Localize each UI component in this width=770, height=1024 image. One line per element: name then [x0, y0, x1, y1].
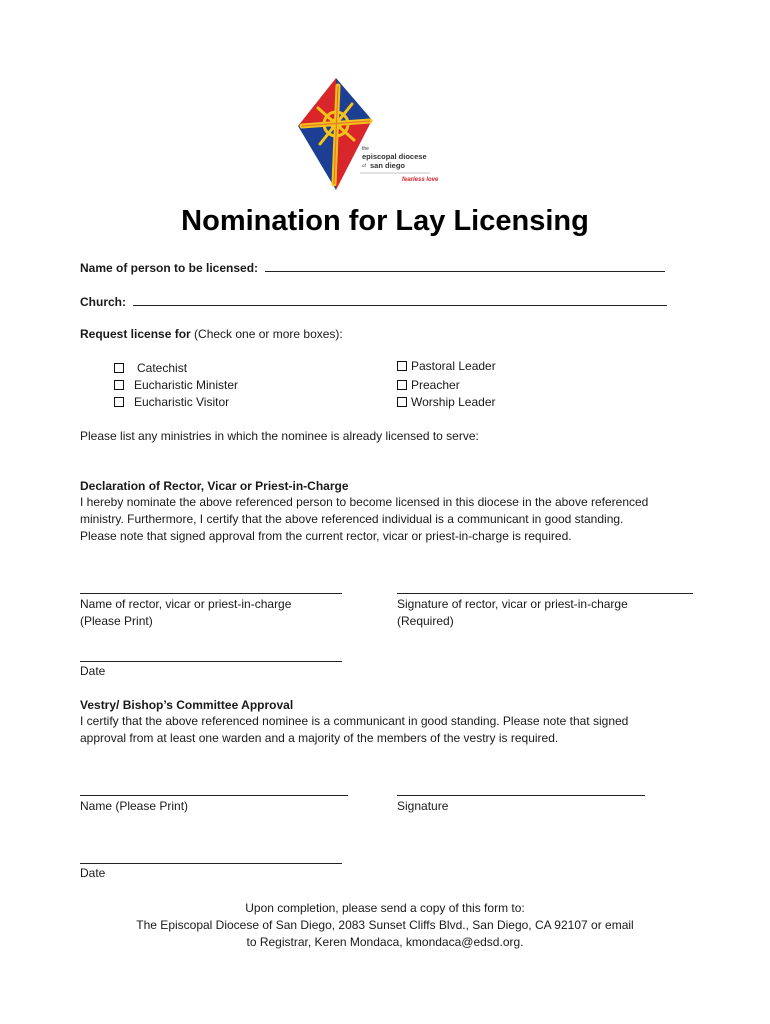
rector-name-label: Name of rector, vicar or priest-in-charge — [80, 597, 292, 611]
svg-text:of: of — [362, 163, 366, 168]
vestry-text-line: approval from at least one warden and a majority of the members of the vestry is required. — [80, 731, 559, 745]
church-blank-line — [133, 293, 667, 306]
declaration-date-label: Date — [80, 664, 106, 678]
declaration-text-line: Please note that signed approval from the current rector, vicar or priest-in-charge is required. — [80, 529, 572, 543]
vestry-date-line[interactable] — [80, 863, 342, 864]
svg-text:episcopal diocese: episcopal diocese — [362, 152, 427, 161]
rector-name-line[interactable] — [80, 593, 342, 594]
checkbox-eucharistic-visitor[interactable]: Eucharistic Visitor — [114, 394, 229, 411]
checkbox-box[interactable] — [114, 397, 124, 407]
vestry-name-line[interactable] — [80, 795, 348, 796]
declaration-date-line[interactable] — [80, 661, 342, 662]
rector-signature-label: Signature of rector, vicar or priest-in-charge — [397, 597, 628, 611]
name-blank-line — [265, 259, 665, 272]
diocese-kite-cross-icon — [294, 76, 464, 194]
vestry-date-label: Date — [80, 866, 106, 880]
diocese-logo — [294, 76, 464, 194]
checkbox-box[interactable] — [114, 380, 124, 390]
checkbox-preacher[interactable]: Preacher — [397, 377, 460, 394]
checkbox-eucharistic-minister[interactable]: Eucharistic Minister — [114, 377, 238, 394]
footer-line: Upon completion, please send a copy of this form to: — [245, 901, 525, 915]
vestry-heading: Vestry/ Bishop’s Committee Approval — [80, 698, 294, 712]
declaration-heading: Declaration of Rector, Vicar or Priest-in-Charge — [80, 479, 349, 493]
name-field-label: Name of person to be licensed: — [80, 261, 259, 275]
vestry-signature-label: Signature — [397, 799, 449, 813]
checkbox-catechist[interactable]: Catechist — [114, 360, 187, 377]
church-field-label: Church: — [80, 295, 126, 309]
footer-line: to Registrar, Keren Mondaca, kmondaca@edsd.org. — [246, 935, 524, 949]
checkbox-box[interactable] — [397, 380, 407, 390]
rector-signature-sublabel: (Required) — [397, 614, 454, 628]
checkbox-box[interactable] — [114, 363, 124, 373]
checkbox-box[interactable] — [397, 361, 407, 371]
declaration-text-line: ministry. Furthermore, I certify that the above referenced individual is a communicant in good standing. — [80, 512, 624, 526]
rector-name-sublabel: (Please Print) — [80, 614, 153, 628]
request-license-label: Request license for (Check one or more boxes): — [80, 327, 343, 341]
svg-text:the: the — [362, 146, 369, 152]
checkbox-worship-leader[interactable]: Worship Leader — [397, 394, 496, 411]
checkbox-pastoral-leader[interactable]: Pastoral Leader — [397, 358, 496, 375]
svg-text:fearless love: fearless love — [402, 177, 439, 183]
vestry-signature-line[interactable] — [397, 795, 645, 796]
page-title: Nomination for Lay Licensing — [181, 205, 589, 237]
ministries-prompt: Please list any ministries in which the nominee is already licensed to serve: — [80, 429, 479, 443]
vestry-name-label: Name (Please Print) — [80, 799, 189, 813]
svg-text:san diego: san diego — [370, 161, 406, 170]
footer-line: The Episcopal Diocese of San Diego, 2083 Sunset Cliffs Blvd., San Diego, CA 92107 or email — [136, 918, 634, 932]
name-field[interactable] — [80, 259, 665, 277]
church-field[interactable] — [80, 293, 667, 311]
rector-signature-line[interactable] — [397, 593, 693, 594]
vestry-text-line: I certify that the above referenced nominee is a communicant in good standing. Please note that signed — [80, 714, 629, 728]
declaration-text-line: I hereby nominate the above referenced person to become licensed in this diocese in the above referenced — [80, 495, 649, 509]
checkbox-box[interactable] — [397, 397, 407, 407]
